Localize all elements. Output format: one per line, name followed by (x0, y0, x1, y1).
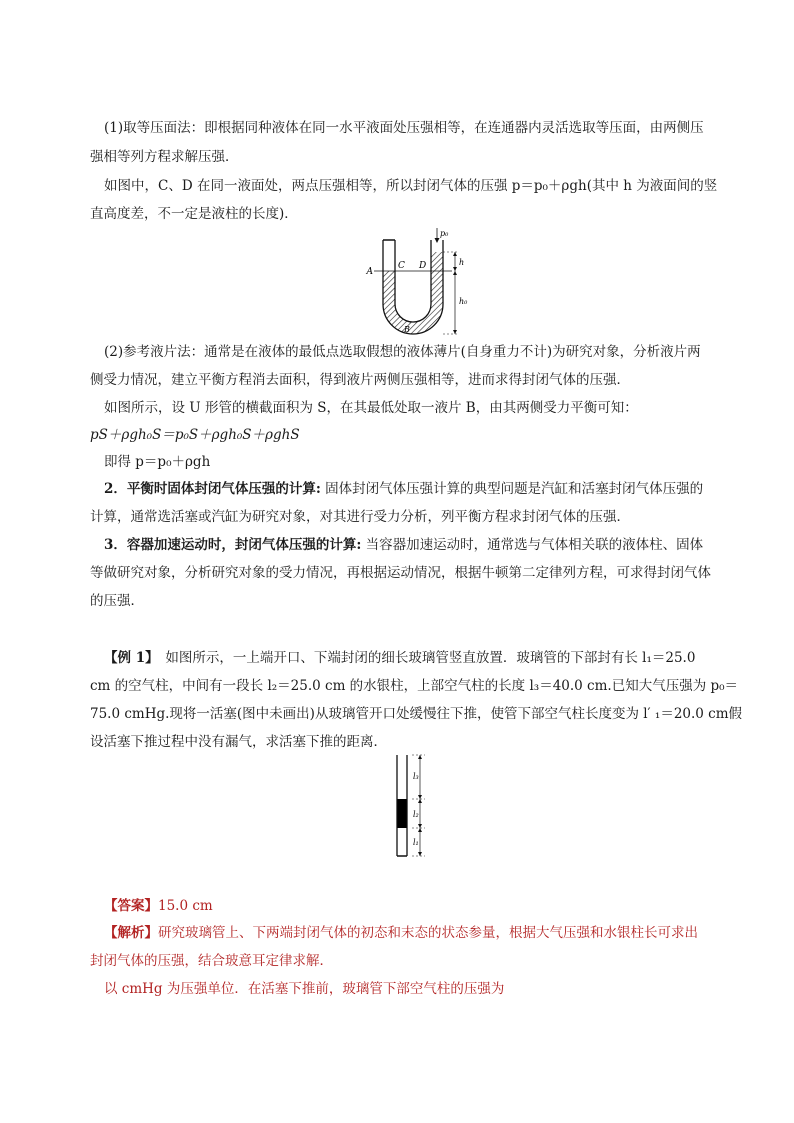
item3-line2: 等做研究对象，分析研究对象的受力情况，再根据运动情况，根据牛顿第二定律列方程，可求得封闭气体 (90, 565, 711, 581)
example-line2: cm 的空气柱，中间有一段长 l₂＝25.0 cm 的水银柱，上部空气柱的长度 l₃＝40.0 cm.已知大气压强为 p₀＝ (90, 678, 739, 694)
u-tube-inner-wall (395, 240, 431, 322)
item3-heading: 3．容器加速运动时，封闭气体压强的计算: (104, 537, 362, 553)
item2-heading: 2．平衡时固体封闭气体压强的计算: (104, 481, 321, 497)
equation-2: 即得 p＝p₀＋ρgh (104, 454, 211, 470)
section1-para2-line2: 直高度差，不一定是液柱的长度)． (90, 206, 298, 222)
u-tube-figure (360, 226, 480, 338)
analysis-line1 (104, 923, 698, 943)
label-l1: l₁ (413, 838, 419, 847)
section2-para1-line2: 侧受力情况，建立平衡方程消去面积，得到液片两侧压强相等，进而求得封闭气体的压强． (90, 372, 630, 388)
example-tag: 【例 1】 (104, 650, 152, 666)
glass-tube-figure (380, 754, 440, 858)
label-h0: h₀ (459, 297, 468, 306)
label-a: A (366, 267, 373, 277)
section1-para1-line1: (1)取等压面法：即根据同种液体在同一水平液面处压强相等，在连通器内灵活选取等压面，由两侧压 (104, 120, 704, 136)
equation-1: pS＋ρgh₀S＝p₀S＋ρgh₀S＋ρghS (90, 427, 300, 443)
section1-para1-line2: 强相等列方程求解压强． (90, 149, 239, 165)
example-line1 (104, 648, 695, 668)
example-line3: 75.0 cmHg.现将一活塞(图中未画出)从玻璃管开口处缓慢往下推，使管下部空气柱长度变为 l′ ₁＝20.0 cm假 (90, 706, 743, 722)
analysis-tag: 【解析】 (104, 925, 158, 941)
item3-line1-text: 当容器加速运动时，通常选与气体相关联的液体柱、固体 (361, 537, 704, 553)
section2-para1-line1: (2)参考液片法：通常是在液体的最低点选取假想的液体薄片(自身重力不计)为研究对象，分析液片两 (104, 344, 701, 360)
label-c: C (398, 261, 405, 271)
answer-line (104, 896, 213, 916)
item3-line3: 的压强． (90, 593, 144, 609)
item3-line1 (104, 535, 703, 555)
section1-para2-line1: 如图中，C、D 在同一液面处，两点压强相等，所以封闭气体的压强 p＝p₀＋ρgh(其中 h 为液面间的竖 (104, 178, 718, 194)
label-l3: l₃ (413, 772, 419, 781)
item2-line1-text: 固体封闭气体压强计算的典型问题是汽缸和活塞封闭气体压强的 (320, 481, 704, 497)
label-l2: l₂ (413, 810, 419, 819)
label-p0: p₀ (440, 229, 449, 238)
item2-line2: 计算，通常选活塞或汽缸为研究对象，对其进行受力分析，列平衡方程求封闭气体的压强． (90, 509, 630, 525)
analysis-line1-text: 研究玻璃管上、下两端封闭气体的初态和末态的状态参量，根据大气压强和水银柱长可求出 (158, 925, 698, 941)
example-line1-text: 如图所示，一上端开口、下端封闭的细长玻璃管竖直放置．玻璃管的下部封有长 l₁＝25.0 (151, 650, 696, 666)
label-b: B (404, 325, 410, 334)
answer-tag: 【答案】 (104, 898, 158, 914)
section2-para2: 如图所示，设 U 形管的横截面积为 S，在其最低处取一液片 B，由其两侧受力平衡可知： (104, 400, 638, 416)
label-d: D (419, 261, 427, 271)
analysis-line2: 封闭气体的压强，结合玻意耳定律求解． (90, 953, 333, 969)
answer-value: 15.0 cm (158, 898, 213, 914)
mercury-column (398, 799, 407, 828)
example-line4: 设活塞下推过程中没有漏气，求活塞下推的距离． (90, 734, 387, 750)
analysis-line3: 以 cmHg 为压强单位．在活塞下推前，玻璃管下部空气柱的压强为 (104, 981, 505, 997)
label-h: h (459, 258, 465, 267)
item2-line1 (104, 479, 703, 499)
